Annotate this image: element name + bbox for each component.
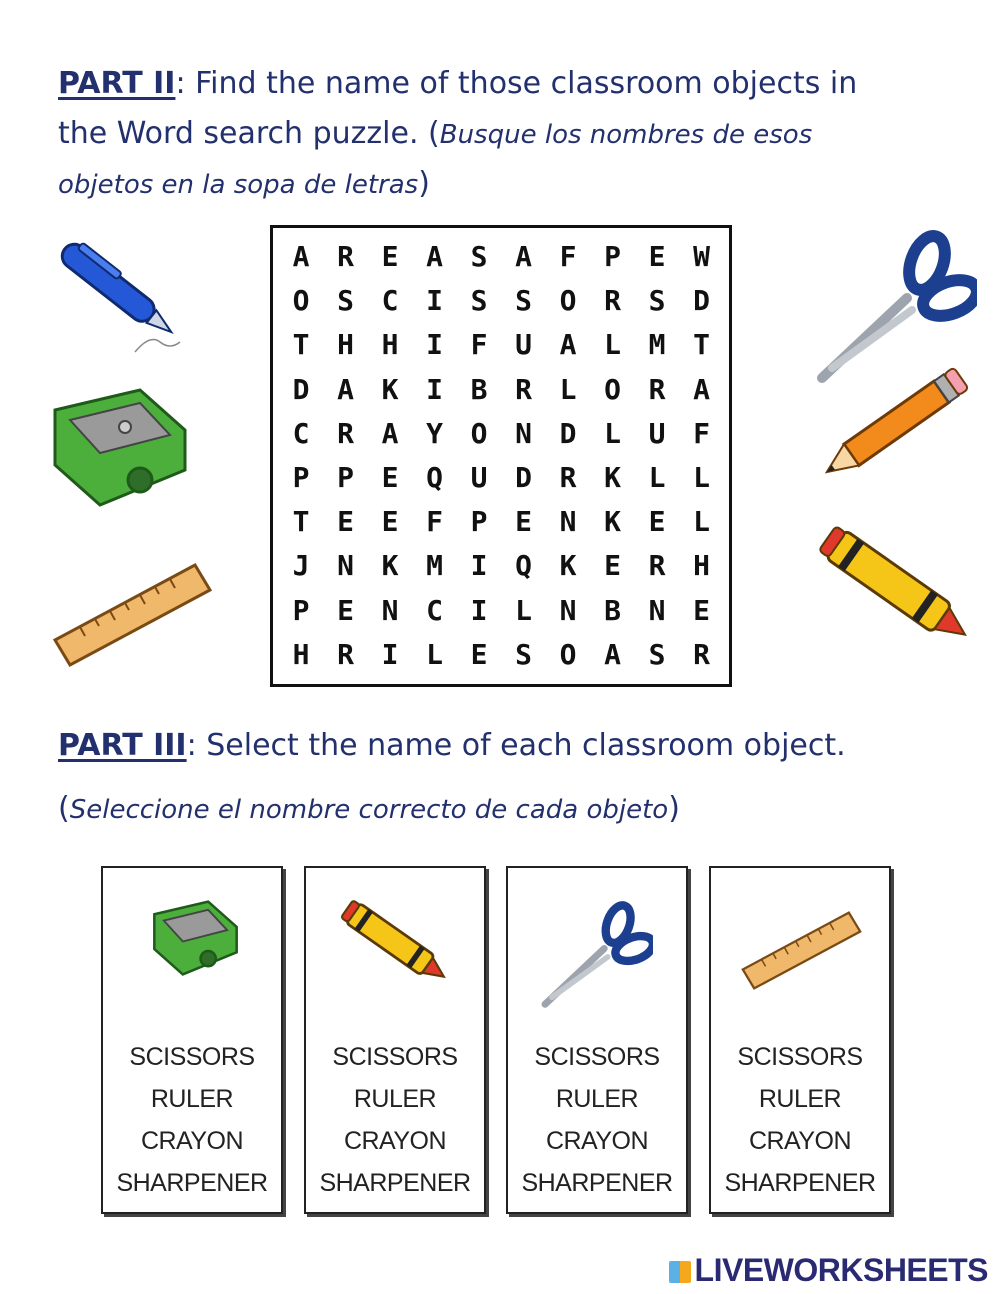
part3-text: : Select the name of each classroom object. — [186, 728, 846, 763]
part2-italic1: Busque los nombres de esos — [439, 120, 813, 150]
liveworksheets-logo-icon — [669, 1261, 691, 1283]
grid-letter[interactable]: R — [337, 416, 354, 450]
grid-letter[interactable]: R — [337, 637, 354, 671]
option-scissors[interactable]: SCISSORS — [332, 1043, 458, 1071]
grid-letter[interactable]: K — [604, 461, 621, 494]
grid-letter[interactable]: O — [604, 372, 621, 406]
grid-letter[interactable]: E — [337, 505, 354, 539]
grid-letter[interactable]: A — [381, 416, 399, 450]
part2-text2: the Word search puzzle. ( — [58, 116, 440, 151]
option-crayon[interactable]: CRAYON — [545, 1127, 649, 1155]
grid-letter[interactable]: N — [559, 593, 577, 627]
grid-letter[interactable]: K — [381, 549, 399, 583]
grid-letter[interactable]: F — [426, 505, 443, 539]
part2-line2 — [58, 110, 958, 159]
grid-letter[interactable]: U — [515, 328, 532, 362]
grid-letter[interactable]: E — [470, 637, 488, 671]
grid-letter[interactable]: A — [515, 240, 532, 273]
part2-close: ) — [418, 166, 430, 201]
option-sharpener[interactable]: SHARPENER — [116, 1169, 268, 1197]
grid-letter[interactable]: A — [337, 372, 354, 406]
option-sharpener[interactable]: SHARPENER — [724, 1169, 876, 1197]
grid-letter[interactable]: J — [292, 549, 310, 583]
grid-letter[interactable]: N — [337, 549, 354, 583]
grid-letter[interactable]: C — [381, 284, 399, 318]
grid-letter[interactable]: N — [559, 505, 577, 539]
grid-letter[interactable]: S — [470, 240, 488, 273]
part3-heading — [58, 722, 958, 770]
grid-letter[interactable]: P — [337, 461, 354, 494]
option-crayon[interactable]: CRAYON — [140, 1127, 244, 1155]
grid-letter[interactable]: E — [381, 505, 399, 539]
grid-letter[interactable]: T — [292, 505, 310, 539]
sharpener-icon — [45, 385, 195, 510]
part2-text1: : Find the name of those classroom objects in — [175, 66, 858, 101]
grid-letter[interactable]: S — [515, 284, 532, 318]
grid-letter[interactable]: T — [292, 328, 310, 362]
option-ruler[interactable]: RULER — [758, 1085, 842, 1113]
grid-letter[interactable]: S — [515, 637, 532, 671]
grid-letter[interactable]: A — [559, 328, 577, 362]
ruler-icon — [739, 908, 864, 993]
grid-letter[interactable]: U — [648, 416, 666, 450]
grid-letter[interactable]: E — [648, 240, 666, 273]
grid-letter[interactable]: R — [337, 240, 354, 273]
option-ruler[interactable]: RULER — [353, 1085, 437, 1113]
grid-letter[interactable]: T — [693, 328, 710, 362]
grid-letter[interactable]: F — [693, 416, 710, 450]
grid-letter[interactable]: K — [381, 372, 399, 406]
part2-label: PART II — [58, 66, 176, 101]
grid-letter[interactable]: W — [693, 240, 710, 273]
pencil-icon — [812, 360, 977, 490]
grid-letter[interactable]: L — [693, 461, 710, 494]
grid-letter[interactable]: Q — [426, 461, 443, 494]
grid-letter[interactable]: F — [470, 328, 488, 362]
crayon-icon — [812, 520, 982, 655]
option-scissors[interactable]: SCISSORS — [129, 1043, 255, 1071]
grid-letter[interactable]: A — [693, 372, 710, 406]
option-sharpener[interactable]: SHARPENER — [521, 1169, 673, 1197]
part3-label: PART III — [58, 728, 187, 763]
grid-letter[interactable]: N — [515, 416, 532, 450]
grid-letter[interactable]: I — [381, 637, 399, 671]
part2-italic2: objetos en la sopa de letras — [58, 170, 419, 200]
grid-letter[interactable]: L — [515, 593, 532, 627]
option-scissors[interactable]: SCISSORS — [737, 1043, 863, 1071]
part2-line3 — [58, 160, 958, 209]
grid-letter[interactable]: E — [381, 461, 399, 494]
part3-close: ) — [668, 791, 680, 826]
option-ruler[interactable]: RULER — [150, 1085, 234, 1113]
grid-letter[interactable]: S — [337, 284, 354, 318]
grid-letter[interactable]: B — [604, 593, 621, 627]
grid-letter[interactable]: R — [604, 284, 621, 318]
answer-card-sharpener — [101, 866, 283, 1214]
part3-open: ( — [58, 791, 70, 826]
grid-letter[interactable]: S — [648, 284, 666, 318]
grid-letter[interactable]: R — [515, 372, 532, 406]
grid-letter[interactable]: R — [559, 461, 577, 494]
grid-letter[interactable]: O — [470, 416, 488, 450]
scissors-icon — [538, 898, 653, 1013]
grid-letter[interactable]: I — [426, 284, 443, 318]
crayon-icon — [336, 896, 456, 991]
grid-letter[interactable]: E — [648, 505, 666, 539]
word-search-grid — [270, 225, 732, 687]
grid-letter[interactable]: N — [648, 593, 666, 627]
grid-letter[interactable]: P — [292, 461, 310, 494]
grid-letter[interactable]: Y — [426, 416, 443, 450]
grid-letter[interactable]: D — [292, 372, 310, 406]
grid-letter[interactable]: M — [426, 549, 443, 583]
grid-letter[interactable]: F — [559, 240, 577, 273]
ruler-icon — [50, 560, 215, 670]
answer-card-crayon — [304, 866, 486, 1214]
grid-letter[interactable]: I — [426, 372, 443, 406]
grid-letter[interactable]: O — [559, 637, 577, 671]
grid-letter[interactable]: H — [337, 328, 354, 362]
grid-letter[interactable]: A — [426, 240, 443, 273]
grid-letter[interactable]: E — [337, 593, 354, 627]
grid-letter[interactable]: P — [470, 505, 488, 539]
grid-letter[interactable]: H — [292, 637, 310, 671]
grid-letter[interactable]: E — [604, 549, 621, 583]
grid-letter[interactable]: D — [559, 416, 577, 450]
grid-letter[interactable]: D — [693, 284, 710, 318]
grid-letter[interactable]: R — [648, 549, 666, 583]
answer-card-scissors — [506, 866, 688, 1214]
option-ruler[interactable]: RULER — [555, 1085, 639, 1113]
sharpener-icon — [148, 898, 243, 978]
grid-letter[interactable]: I — [470, 593, 488, 627]
grid-letter[interactable]: R — [648, 372, 666, 406]
grid-letter[interactable]: P — [604, 240, 621, 273]
liveworksheets-logo[interactable] — [669, 1252, 988, 1289]
grid-letter[interactable]: O — [559, 284, 577, 318]
grid-letter[interactable]: A — [292, 240, 310, 273]
option-crayon[interactable]: CRAYON — [343, 1127, 447, 1155]
grid-letter[interactable]: R — [693, 637, 710, 671]
brand-text: LIVEWORKSHEETS — [694, 1252, 988, 1288]
grid-letter[interactable]: L — [426, 637, 443, 671]
grid-letter[interactable]: C — [426, 593, 443, 627]
grid-letter[interactable]: U — [470, 461, 488, 494]
grid-letter[interactable]: L — [559, 372, 577, 406]
grid-letter[interactable]: O — [292, 284, 310, 318]
grid-letter[interactable]: N — [381, 593, 399, 627]
part3-italic: Seleccione el nombre correcto de cada objeto — [69, 795, 669, 825]
grid-letter[interactable]: I — [426, 328, 443, 362]
grid-letter[interactable]: L — [693, 505, 710, 539]
option-scissors[interactable]: SCISSORS — [534, 1043, 660, 1071]
part3-subtitle — [58, 785, 958, 834]
pen-icon — [40, 232, 200, 362]
grid-letter[interactable]: A — [604, 637, 621, 671]
grid-letter[interactable]: M — [648, 328, 666, 362]
grid-letter[interactable]: E — [381, 240, 399, 273]
grid-letter[interactable]: S — [648, 637, 666, 671]
grid-letter[interactable]: H — [693, 549, 710, 583]
part2-heading — [58, 60, 958, 108]
grid-letter[interactable]: E — [693, 593, 710, 627]
grid-letter[interactable]: K — [559, 549, 577, 583]
option-sharpener[interactable]: SHARPENER — [319, 1169, 471, 1197]
grid-letter[interactable]: S — [470, 284, 488, 318]
grid-letter[interactable]: P — [292, 593, 310, 627]
grid-letter[interactable]: C — [292, 416, 310, 450]
grid-letter[interactable]: D — [515, 461, 532, 494]
grid-letter[interactable]: L — [604, 328, 621, 362]
grid-letter[interactable]: Q — [515, 549, 532, 583]
grid-letter[interactable]: B — [470, 372, 488, 406]
answer-card-ruler — [709, 866, 891, 1214]
grid-letter[interactable]: L — [648, 461, 666, 494]
grid-letter[interactable]: H — [381, 328, 399, 362]
grid-letter[interactable]: K — [604, 505, 621, 539]
option-crayon[interactable]: CRAYON — [748, 1127, 852, 1155]
grid-letter[interactable]: I — [470, 549, 488, 583]
grid-letter[interactable]: L — [604, 416, 621, 450]
grid-letter[interactable]: E — [515, 505, 532, 539]
